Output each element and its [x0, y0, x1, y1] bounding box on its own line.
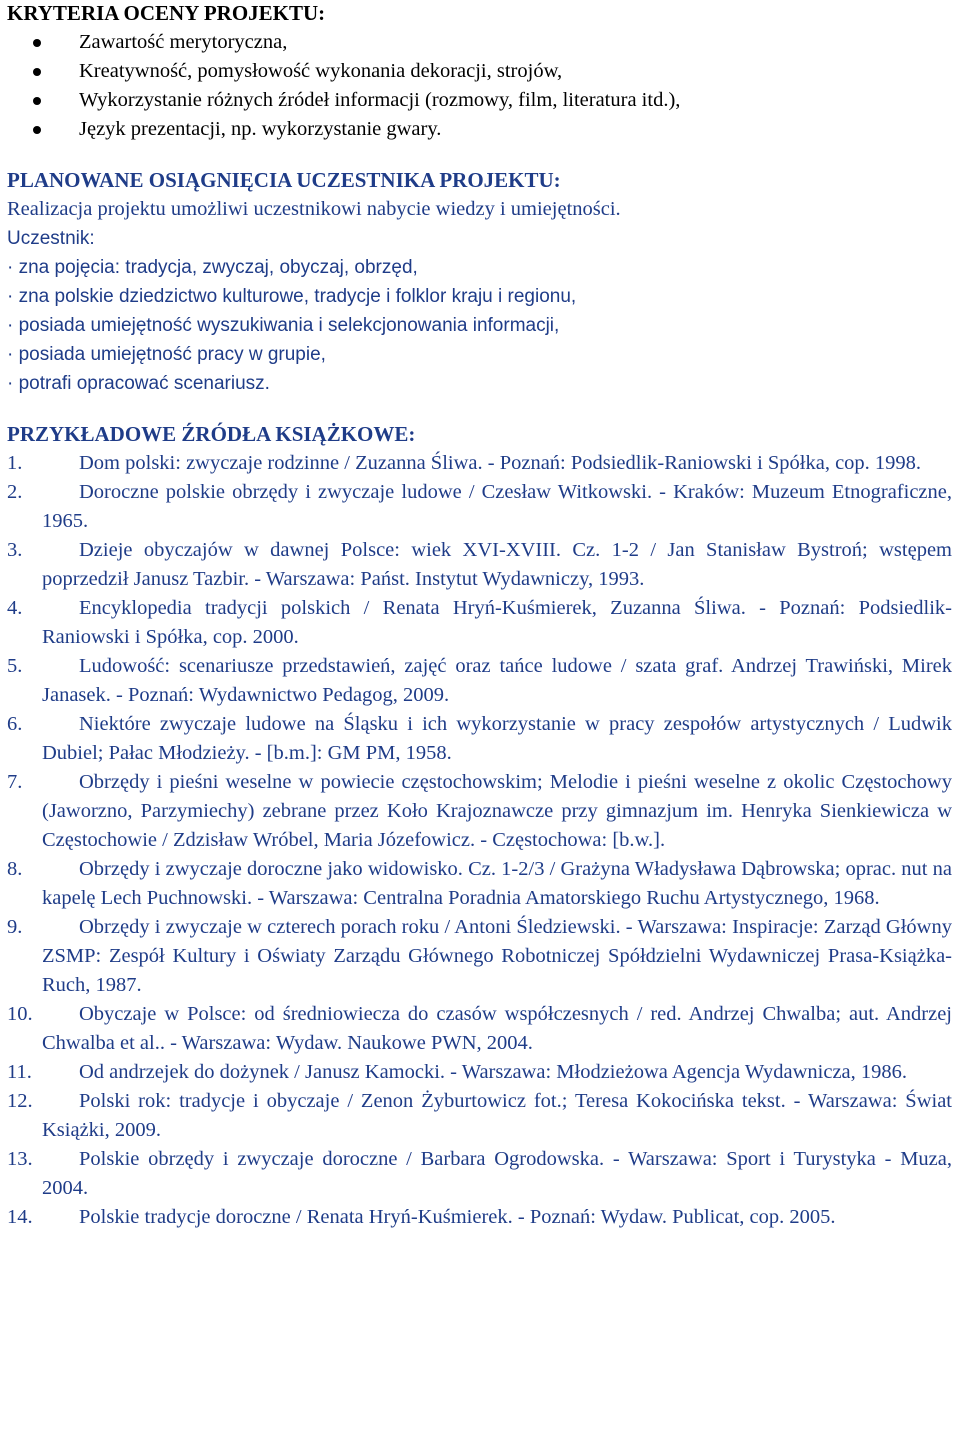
item-number: 11.	[7, 1061, 32, 1083]
item-text: Dzieje obyczajów w dawnej Polsce: wiek XVI-XVIII. Cz. 1-2 / Jan Stanisław Bystroń; wstępem poprzedził Janusz Tazbir. - Warszawa: Państ. Instytut Wydawniczy, 1993.	[42, 539, 952, 590]
item-number: 1.	[7, 452, 23, 474]
item-number: 7.	[7, 771, 23, 793]
list-item: Język prezentacji, np. wykorzystanie gwary.	[7, 115, 952, 144]
item-text: Encyklopedia tradycji polskich / Renata Hryń-Kuśmierek, Zuzanna Śliwa. - Poznań: Podsiedlik-Raniowski i Spółka, cop. 2000.	[42, 597, 952, 648]
list-item	[7, 1087, 952, 1145]
list-item: · posiada umiejętność pracy w grupie,	[7, 344, 326, 365]
list-item	[7, 1000, 952, 1058]
item-text: Niektóre zwyczaje ludowe na Śląsku i ich wykorzystanie w pracy zespołów artystycznych / Ludwik Dubiel; Pałac Młodzieży. - [b.m.]: GM PM, 1958.	[42, 713, 952, 764]
item-number: 2.	[7, 481, 23, 503]
list-item: Zawartość merytoryczna,	[7, 28, 952, 57]
list-item	[7, 710, 952, 768]
list-item: · zna pojęcia: tradycja, zwyczaj, obyczaj, obrzęd,	[7, 257, 418, 278]
item-text: Obrzędy i zwyczaje doroczne jako widowisko. Cz. 1-2/3 / Grażyna Władysława Dąbrowska; oprac. nut na kapelę Lech Puchnowski. - Warszawa: Centralna Poradnia Amatorskiego Ruchu Artystycznego, 1968.	[42, 858, 952, 909]
item-text: Polskie tradycje doroczne / Renata Hryń-Kuśmierek. - Poznań: Wydaw. Publicat, cop. 2005.	[79, 1206, 836, 1228]
item-text: Polski rok: tradycje i obyczaje / Zenon Żyburtowicz fot.; Teresa Kokocińska tekst. - Warszawa: Świat Książki, 2009.	[42, 1090, 952, 1141]
item-number: 4.	[7, 597, 23, 619]
spacer	[7, 144, 952, 165]
list-item: Kreatywność, pomysłowość wykonania dekoracji, strojów,	[7, 57, 952, 86]
criteria-heading: KRYTERIA OCENY PROJEKTU:	[7, 1, 326, 25]
list-item	[7, 855, 952, 913]
list-item	[7, 652, 952, 710]
bullet-icon	[33, 39, 41, 47]
participant-label: Uczestnik:	[7, 228, 95, 249]
item-number: 13.	[7, 1148, 33, 1170]
item-text: Obrzędy i pieśni weselne w powiecie częstochowskim; Melodie i pieśni weselne z okolic Częstochowy (Jaworzno, Parzymiechy) zebrane przez Koło Krajoznawcze przy gimnazjum im. Henryka Sienkiewicza w Częstochowie / Zdzisław Wróbel, Maria Józefowicz. - Częstochowa: [b.w.].	[42, 771, 952, 851]
item-number: 12.	[7, 1090, 33, 1112]
bullet-icon	[33, 97, 41, 105]
list-item	[7, 1203, 952, 1232]
item-number: 10.	[7, 1003, 33, 1025]
bullet-icon	[33, 68, 41, 76]
item-text: Obyczaje w Polsce: od średniowiecza do czasów współczesnych / red. Andrzej Chwalba; aut. Andrzej Chwalba et al.. - Warszawa: Wydaw. Naukowe PWN, 2004.	[42, 1003, 952, 1054]
item-text: Od andrzejek do dożynek / Janusz Kamocki. - Warszawa: Młodzieżowa Agencja Wydawnicza, 1986.	[79, 1061, 908, 1083]
criteria-list	[7, 28, 952, 144]
item-number: 5.	[7, 655, 23, 677]
list-item: · potrafi opracować scenariusz.	[7, 373, 270, 394]
list-item	[7, 913, 952, 1000]
list-item	[7, 536, 952, 594]
list-item	[7, 478, 952, 536]
list-item	[7, 594, 952, 652]
item-text: Doroczne polskie obrzędy i zwyczaje ludowe / Czesław Witkowski. - Kraków: Muzeum Etnograficzne, 1965.	[42, 481, 952, 532]
books-list	[7, 449, 952, 1232]
item-number: 14.	[7, 1206, 33, 1228]
item-number: 3.	[7, 539, 23, 561]
bullet-icon	[33, 126, 41, 134]
item-text: Ludowość: scenariusze przedstawień, zajęć oraz tańce ludowe / szata graf. Andrzej Trawiński, Mirek Janasek. - Poznań: Wydawnictwo Pedagog, 2009.	[42, 655, 952, 706]
achievements-heading: PLANOWANE OSIĄGNIĘCIA UCZESTNIKA PROJEKTU:	[7, 168, 561, 192]
list-item: · zna polskie dziedzictwo kulturowe, tradycje i folklor kraju i regionu,	[7, 286, 577, 307]
list-item	[7, 1058, 952, 1087]
list-item	[7, 768, 952, 855]
spacer	[7, 398, 952, 419]
list-item	[7, 449, 952, 478]
achievements-intro: Realizacja projektu umożliwi uczestnikowi nabycie wiedzy i umiejętności.	[7, 198, 621, 220]
item-number: 8.	[7, 858, 23, 880]
list-item: · posiada umiejętność wyszukiwania i selekcjonowania informacji,	[7, 315, 560, 336]
item-number: 6.	[7, 713, 23, 735]
list-item: Wykorzystanie różnych źródeł informacji (rozmowy, film, literatura itd.),	[7, 86, 952, 115]
books-heading: PRZYKŁADOWE ŹRÓDŁA KSIĄŻKOWE:	[7, 422, 416, 446]
item-text: Dom polski: zwyczaje rodzinne / Zuzanna Śliwa. - Poznań: Podsiedlik-Raniowski i Spółka, cop. 1998.	[79, 452, 922, 474]
item-text: Obrzędy i zwyczaje w czterech porach roku / Antoni Śledziewski. - Warszawa: Inspiracje: Zarząd Główny ZSMP: Zespół Kultury i Oświaty Zarządu Głównego Robotniczej Spółdzielni Wydawniczej Prasa-Książka-Ruch, 1987.	[42, 916, 952, 996]
item-number: 9.	[7, 916, 23, 938]
item-text: Polskie obrzędy i zwyczaje doroczne / Barbara Ogrodowska. - Warszawa: Sport i Turystyka - Muza, 2004.	[42, 1148, 952, 1199]
list-item	[7, 1145, 952, 1203]
